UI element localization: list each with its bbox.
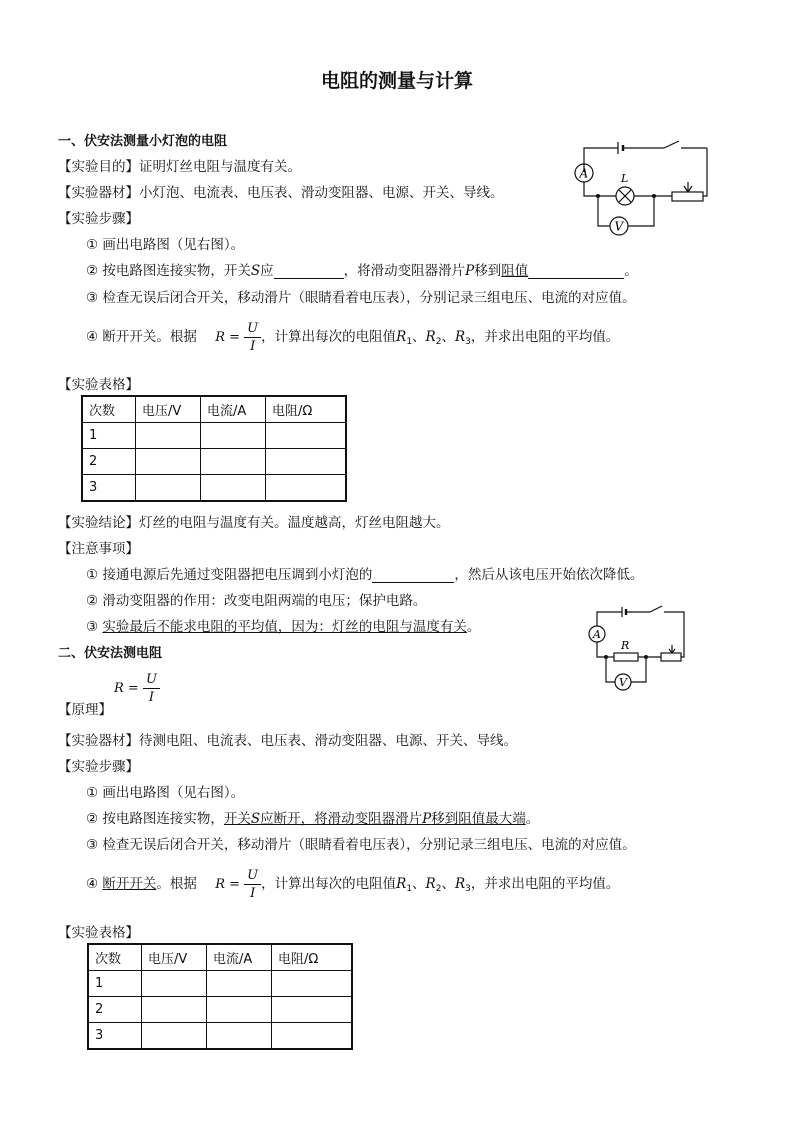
table-header-cell: 电流/A: [201, 396, 266, 423]
formula-eq: =: [123, 681, 143, 696]
s2-equip-text: 待测电阻、电流表、电压表、滑动变阻器、电源、开关、导线。: [139, 733, 517, 749]
table-cell[interactable]: [136, 423, 201, 449]
table-header-row: [88, 944, 352, 971]
formula-r: R: [114, 681, 124, 696]
lamp-circuit-diagram: [568, 136, 718, 236]
s1-table-label: 【实验表格】: [58, 377, 139, 393]
resistor-values: [396, 329, 471, 345]
s1-note1-text-a: ① 接通电源后先通过变阻器把电压调到小灯泡的: [86, 567, 373, 583]
formula-denominator: I: [148, 690, 155, 705]
resistor-label: R: [621, 639, 630, 652]
ammeter-label: A: [579, 166, 589, 181]
s1-purpose-text: 证明灯丝电阻与温度有关。: [139, 159, 301, 175]
wire: [703, 148, 707, 196]
s1-equip-text: 小灯泡、电流表、电压表、滑动变阻器、电源、开关、导线。: [139, 185, 504, 201]
s2-step4-text-c: 。根据: [156, 876, 197, 892]
r-sub: 3: [465, 884, 471, 894]
s2-step4-text-b: 断开开关: [102, 876, 157, 892]
r-sep: 、: [412, 329, 426, 345]
s1-conclusion: [58, 511, 450, 531]
table-header-cell: 次数: [88, 944, 142, 971]
s2-principle-label: 【原理】: [58, 702, 112, 718]
table-row: [88, 997, 352, 1023]
r-sub: 1: [406, 884, 413, 894]
s1-step4-text-b: ，计算出每次的电阻值: [261, 329, 397, 345]
table-cell[interactable]: [136, 475, 201, 502]
wire: [584, 182, 598, 196]
resistor: [614, 653, 638, 661]
s2-step1: ① 画出电路图（见右图）。: [86, 785, 245, 801]
s1-notes-label: 【注意事项】: [58, 541, 139, 557]
table-header-cell: 次数: [82, 396, 136, 423]
table-header-cell: 电流/A: [207, 944, 272, 971]
fill-blank[interactable]: [274, 264, 344, 279]
s2-step4-text-d: ，计算出每次的电阻值: [261, 876, 397, 892]
wire: [597, 612, 622, 626]
rheostat: [672, 192, 703, 201]
formula-denominator: I: [250, 886, 256, 901]
table-row: [88, 1023, 352, 1050]
table-header-cell: 电阻/Ω: [272, 944, 353, 971]
s2-table-label: 【实验表格】: [58, 925, 139, 941]
table-cell: 3: [88, 1023, 142, 1050]
table-cell[interactable]: [266, 423, 347, 449]
lamp-label: L: [621, 172, 629, 185]
principle-formula: [114, 671, 160, 706]
table-cell[interactable]: [142, 971, 207, 997]
table-cell: 2: [82, 449, 136, 475]
page-title: 电阻的测量与计算: [320, 70, 473, 92]
section1-heading: 一、伏安法测量小灯泡的电阻: [58, 134, 228, 149]
formula-r: R: [215, 330, 225, 345]
r-symbol: R: [396, 876, 407, 892]
s1-step2-text-a: ② 按电路图连接实物，开关: [86, 263, 251, 279]
wire: [584, 148, 618, 172]
table-cell[interactable]: [266, 449, 347, 475]
switch-lever: [664, 141, 679, 148]
s1-step2-text-d: 移到: [474, 263, 502, 279]
fill-blank[interactable]: [372, 568, 454, 583]
s2-step4-text-a: ④: [86, 876, 103, 892]
table-cell[interactable]: [142, 997, 207, 1023]
table-header-cell: 电阻/Ω: [266, 396, 347, 423]
switch-symbol: S: [250, 263, 261, 279]
s1-note3-text-b: 实验最后不能求电阻的平均值，因为：灯丝的电阻与温度有关: [102, 619, 467, 635]
slider-symbol: P: [422, 811, 432, 827]
switch-lever: [650, 606, 662, 612]
table-cell: 2: [88, 997, 142, 1023]
s2-step2-underlined: [224, 811, 526, 827]
s1-equipment: [58, 181, 504, 201]
s1-note3: [86, 615, 480, 635]
s1-step3: ③ 检查无误后闭合开关，移动滑片（眼睛看着电压表），分别记录三组电压、电流的对应值。: [86, 290, 636, 306]
junction-dot: [596, 194, 600, 198]
table-cell[interactable]: [272, 971, 353, 997]
junction-dot: [652, 194, 656, 198]
r-sep: 、: [412, 876, 426, 892]
s1-step2: [86, 259, 638, 279]
s1-data-table: [81, 395, 347, 502]
table-cell[interactable]: [207, 971, 272, 997]
r-sub: 2: [435, 337, 442, 347]
table-cell[interactable]: [201, 423, 266, 449]
wire: [628, 196, 654, 226]
s1-step1: ① 画出电路图（见右图）。: [86, 237, 245, 253]
formula-eq: =: [225, 330, 245, 345]
r-sub: 1: [406, 337, 413, 347]
s1-equip-label: 【实验器材】: [58, 185, 139, 201]
table-cell[interactable]: [272, 997, 353, 1023]
s1-note3-text-c: 。: [466, 619, 481, 635]
table-cell[interactable]: [207, 1023, 272, 1050]
r-symbol: R: [454, 876, 466, 892]
s1-step2-text-b: 应: [260, 263, 274, 279]
table-cell: 3: [82, 475, 136, 502]
resistor-values: [396, 876, 471, 892]
s2-step2: [86, 807, 539, 827]
s2-step2-text-c: 应断开，将滑动变阻器滑片: [260, 811, 423, 827]
r-symbol: R: [425, 876, 436, 892]
table-header-cell: 电压/V: [142, 944, 207, 971]
s1-conclusion-text: 灯丝的电阻与温度有关。温度越高，灯丝电阻越大。: [139, 515, 450, 531]
r-sub: 2: [435, 884, 442, 894]
ohm-formula: [215, 868, 261, 901]
s2-step2-text-d: 移到阻值最大端: [431, 811, 526, 827]
table-header-row: [82, 396, 346, 423]
junction-dot: [604, 655, 608, 659]
ammeter-label: A: [593, 628, 601, 641]
s1-note1-text-b: ，然后从该电压开始依次降低。: [454, 567, 644, 583]
s2-step2-text-e: 。: [525, 811, 540, 827]
s1-purpose-label: 【实验目的】: [58, 159, 139, 175]
s1-note2: ② 滑动变阻器的作用：改变电阻两端的电压；保护电路。: [86, 593, 427, 609]
s2-equipment: [58, 729, 517, 749]
table-cell[interactable]: [136, 449, 201, 475]
slider-symbol: P: [465, 263, 475, 279]
formula-fraction: [143, 671, 160, 706]
s2-data-table: [87, 943, 353, 1050]
formula-fraction: [244, 320, 261, 355]
s1-step2-text-c: ，将滑动变阻器滑片: [343, 263, 466, 279]
formula-numerator: U: [143, 671, 160, 689]
table-cell[interactable]: [201, 475, 266, 502]
s2-step3: ③ 检查无误后闭合开关，移动滑片（眼睛看着电压表），分别记录三组电压、电流的对应值。: [86, 837, 636, 853]
s1-step4-text-c: ，并求出电阻的平均值。: [470, 329, 620, 345]
s1-steps-label: 【实验步骤】: [58, 211, 139, 227]
formula-fraction: [244, 867, 261, 902]
s1-purpose: [58, 155, 301, 175]
s2-equip-label: 【实验器材】: [58, 733, 139, 749]
r-sub: 3: [465, 337, 471, 347]
s2-step2-text-b: 开关: [223, 811, 251, 827]
wire: [597, 642, 606, 657]
table-row: [82, 475, 346, 502]
switch-symbol: S: [250, 811, 261, 827]
resistor-circuit-diagram: [584, 604, 690, 692]
r-symbol: R: [396, 329, 407, 345]
voltmeter-label: V: [619, 676, 627, 689]
rheostat: [661, 653, 681, 661]
s2-step4: [86, 865, 619, 908]
formula-eq: =: [225, 877, 245, 892]
s1-step4: [86, 318, 619, 361]
table-cell[interactable]: [142, 1023, 207, 1050]
s1-step2-text-e: 阻值: [501, 263, 529, 279]
table-cell: 1: [82, 423, 136, 449]
wire: [598, 196, 610, 226]
s1-note1: [86, 563, 643, 583]
table-cell[interactable]: [207, 997, 272, 1023]
section2-heading: 二、伏安法测电阻: [58, 646, 163, 661]
junction-dot: [644, 655, 648, 659]
r-symbol: R: [454, 329, 466, 345]
s1-step2-text-f: 。: [624, 263, 638, 279]
s1-conclusion-label: 【实验结论】: [58, 515, 139, 531]
s2-step2-text-a: ② 按电路图连接实物，: [86, 811, 224, 827]
table-cell[interactable]: [272, 1023, 353, 1050]
formula-r: R: [215, 877, 225, 892]
s1-note3-text-a: ③: [86, 619, 103, 635]
table-cell: 1: [88, 971, 142, 997]
formula-numerator: U: [244, 867, 261, 885]
formula-denominator: I: [250, 339, 256, 354]
formula-numerator: U: [244, 320, 261, 338]
table-row: [82, 423, 346, 449]
s2-step4-text-e: ，并求出电阻的平均值。: [470, 876, 620, 892]
table-header-cell: 电压/V: [136, 396, 201, 423]
s2-steps-label: 【实验步骤】: [58, 759, 139, 775]
fill-blank[interactable]: [528, 264, 624, 279]
s1-step4-text-a: ④ 断开开关。根据: [86, 329, 197, 345]
ohm-formula: [215, 321, 261, 354]
table-cell[interactable]: [266, 475, 347, 502]
table-row: [82, 449, 346, 475]
r-sep: 、: [441, 876, 455, 892]
voltmeter-label: V: [614, 219, 624, 234]
table-cell[interactable]: [201, 449, 266, 475]
r-sep: 、: [441, 329, 455, 345]
table-row: [88, 971, 352, 997]
r-symbol: R: [425, 329, 436, 345]
